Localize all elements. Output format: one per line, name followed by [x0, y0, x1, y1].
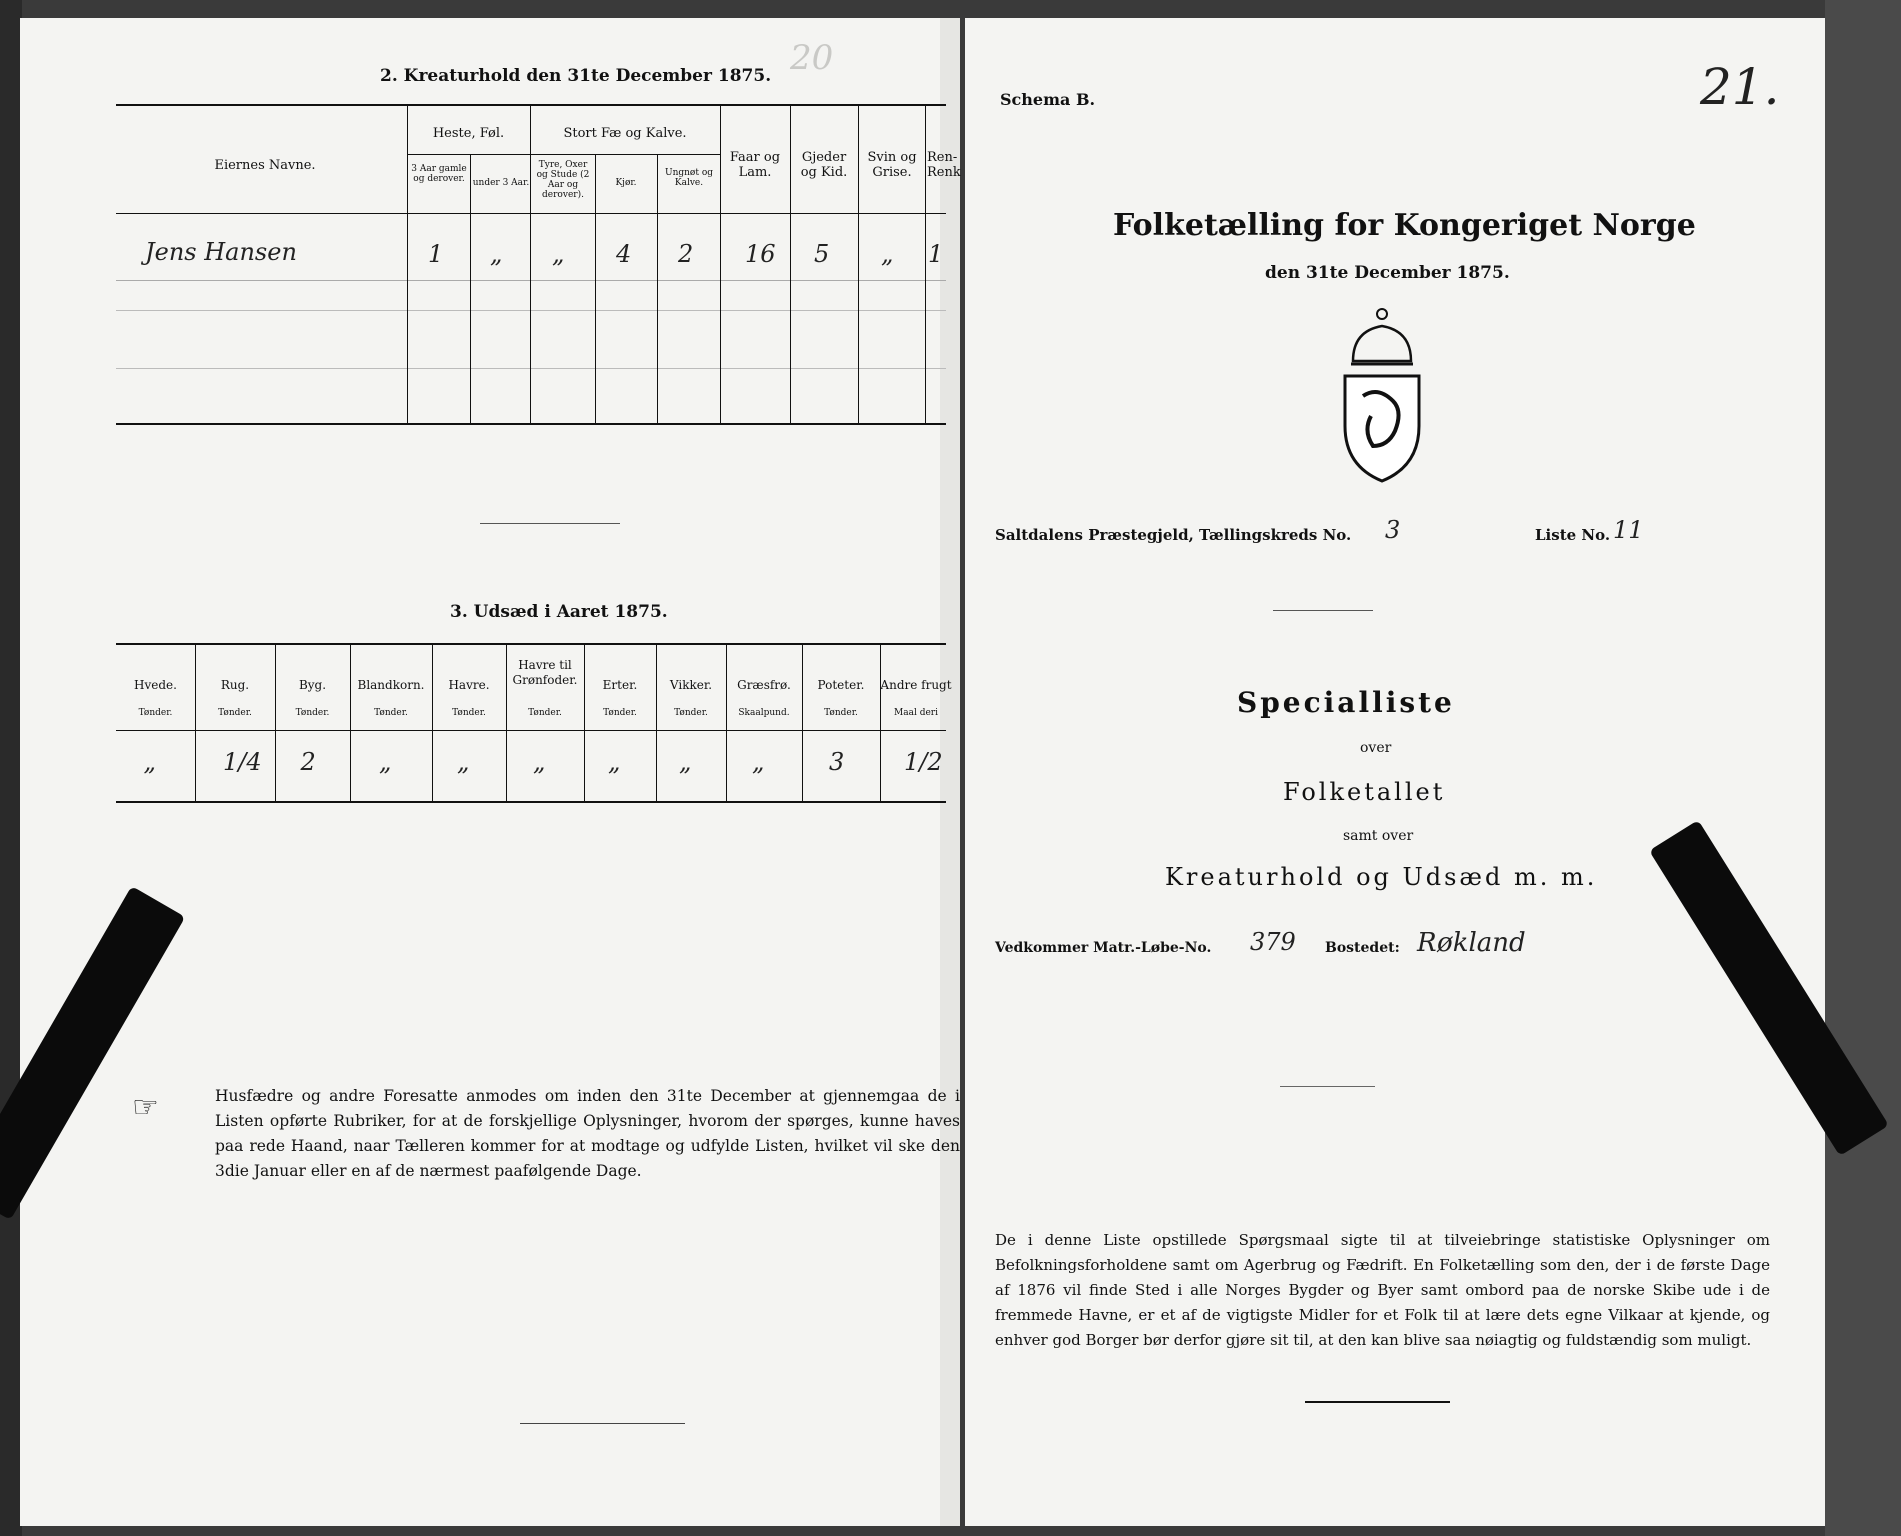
kreaturhold-cell: 5 [814, 240, 830, 268]
udsaed-header: Blandkorn. [357, 678, 425, 692]
page-number: 21. [1700, 58, 1780, 116]
specialliste-title: Specialliste [1237, 686, 1455, 719]
udsaed-value: 1/2 [904, 748, 943, 776]
udsaed-value: 2 [300, 748, 316, 776]
notice-text: Husfædre og andre Foresatte anmodes om inden den 31te December at gjennemgaa de i Listen opførte Rubriker, for at de forskjellige Oplysninger, hvorom der spørges, kunne haves paa rede Haand, naar Tælleren kommer for at modtage og udfylde Listen, hvilket vil ske den 3die Januar eller en af de nærmest paafølgende Dage. [215, 1087, 960, 1180]
udsaed-value: „ [143, 748, 156, 776]
udsaed-header: Havre til Grønfoder. [512, 658, 578, 687]
matr-number: 379 [1250, 928, 1296, 956]
kreaturhold-cell: 1 [928, 240, 944, 268]
column-divider [195, 645, 196, 801]
footer-divider [1305, 1401, 1450, 1403]
udsaed-header: Rug. [220, 678, 250, 692]
gjeder-header: Gjeder og Kid. [800, 150, 848, 180]
owner-entry: Jens Hansen [145, 238, 297, 266]
column-divider [584, 645, 585, 801]
kreaturhold-cell: 1 [428, 240, 444, 268]
heste-sub1: 3 Aar gamle og derover. [411, 164, 467, 184]
kreaturhold-text: Kreaturhold og Udsæd m. m. [1165, 863, 1598, 891]
udsaed-value: 1/4 [223, 748, 262, 776]
liste-label: Liste No. [1535, 526, 1611, 544]
udsaed-unit: Tønder. [295, 708, 330, 718]
kreaturhold-cell: 2 [678, 240, 694, 268]
udsaed-value: 3 [829, 748, 845, 776]
kreaturhold-cell: 4 [616, 240, 632, 268]
udsaed-header: Hvede. [134, 678, 177, 692]
udsaed-header: Byg. [298, 678, 327, 692]
main-title: Folketælling for Kongeriget Norge [1113, 208, 1696, 243]
udsaed-header: Erter. [602, 678, 638, 692]
footer-paragraph: De i denne Liste opstillede Spørgsmaal sigte til at tilveiebringe statistiske Oplysninger om Befolkningsforholdene samt om Agerbrug og Fædrift. En Folketælling som den, der i de første Dage af 1876 vil finde Sted i alle Norges Bygder og Byer samt ombord paa de norske Skibe ude i de fremmede Havne, er et af de vigtigste Midler for et Folk til at lære dets egne Vilkaar at kjende, og enhver god Borger bør derfor gjøre sit til, at den kan blive saa nøiagtig og fuldstændig som muligt. [995, 1231, 1770, 1349]
divider [480, 523, 620, 524]
faar-header: Faar og Lam. [729, 150, 781, 180]
column-divider [275, 645, 276, 801]
stort-sub3: Ungnøt og Kalve. [664, 168, 713, 188]
column-divider [350, 645, 351, 801]
udsaed-value: „ [679, 748, 692, 776]
udsaed-header: Græsfrø. [737, 678, 791, 692]
column-divider [880, 645, 881, 801]
column-divider [432, 645, 433, 801]
matr-label: Vedkommer Matr.-Løbe-No. [995, 940, 1212, 956]
section3-title: 3. Udsæd i Aaret 1875. [450, 602, 668, 622]
udsaed-unit: Tønder. [824, 708, 858, 718]
column-divider [656, 645, 657, 801]
bosted-value: Røkland [1417, 928, 1526, 958]
udsaed-unit: Tønder. [528, 708, 562, 718]
svin-header: Svin og Grise. [867, 150, 917, 180]
udsaed-unit: Tønder. [603, 708, 637, 718]
udsaed-value: „ [379, 748, 392, 776]
samt-over-text: samt over [1343, 828, 1414, 844]
udsaed-value: „ [533, 748, 546, 776]
column-divider [802, 645, 803, 801]
page-clip [0, 886, 185, 1220]
ren-header: Ren-Renk [927, 150, 961, 180]
udsaed-unit: Tønder. [218, 708, 252, 718]
udsaed-header: Poteter. [817, 678, 865, 692]
udsaed-unit: Tønder. [138, 708, 173, 718]
bottom-divider [520, 1423, 685, 1424]
pointing-hand-icon: ☞ [132, 1090, 159, 1125]
udsaed-value: „ [608, 748, 621, 776]
udsaed-unit: Maal deri [894, 708, 938, 718]
owner-name-header: Eiernes Navne. [214, 158, 316, 173]
kreaturhold-cell: „ [552, 240, 565, 268]
udsaed-unit: Skaalpund. [738, 708, 790, 718]
udsaed-header: Andre frugt [880, 678, 952, 692]
right-book-edge [1825, 0, 1901, 1536]
udsaed-unit: Tønder. [374, 708, 408, 718]
kreaturhold-cell: „ [490, 240, 503, 268]
kreaturhold-cell: „ [881, 240, 894, 268]
left-page [20, 18, 960, 1526]
pencil-page-number: 20 [790, 38, 834, 78]
parish-label: Saltdalens Præstegjeld, Tællingskreds No. [995, 526, 1352, 544]
mid-divider [1280, 1086, 1375, 1087]
stort-fae-header: Stort Fæ og Kalve. [563, 126, 687, 141]
folketallet-text: Folketallet [1283, 778, 1446, 806]
date-line: den 31te December 1875. [1265, 263, 1510, 283]
schema-label: Schema B. [1000, 90, 1096, 109]
heste-header: Heste, Føl. [432, 126, 505, 141]
bosted-label: Bostedet: [1325, 940, 1400, 956]
stort-sub2: Kjør. [615, 178, 637, 188]
liste-number: 11 [1613, 516, 1644, 544]
kreaturhold-cell: 16 [745, 240, 776, 268]
section2-title: 2. Kreaturhold den 31te December 1875. [380, 66, 772, 86]
over-text: over [1360, 740, 1392, 756]
udsaed-unit: Tønder. [674, 708, 708, 718]
kreds-number: 3 [1385, 516, 1401, 544]
udsaed-header: Vikker. [669, 678, 713, 692]
heste-sub2: under 3 Aar. [472, 178, 530, 188]
udsaed-header: Havre. [448, 678, 490, 692]
title-divider [1273, 610, 1373, 611]
right-page [965, 18, 1825, 1526]
udsaed-value: „ [457, 748, 470, 776]
udsaed-value: „ [752, 748, 765, 776]
udsaed-unit: Tønder. [452, 708, 486, 718]
stort-sub1: Tyre, Oxer og Stude (2 Aar og derover). [536, 160, 590, 200]
column-divider [726, 645, 727, 801]
coat-of-arms-icon [1333, 306, 1431, 484]
left-book-edge [0, 0, 22, 1536]
